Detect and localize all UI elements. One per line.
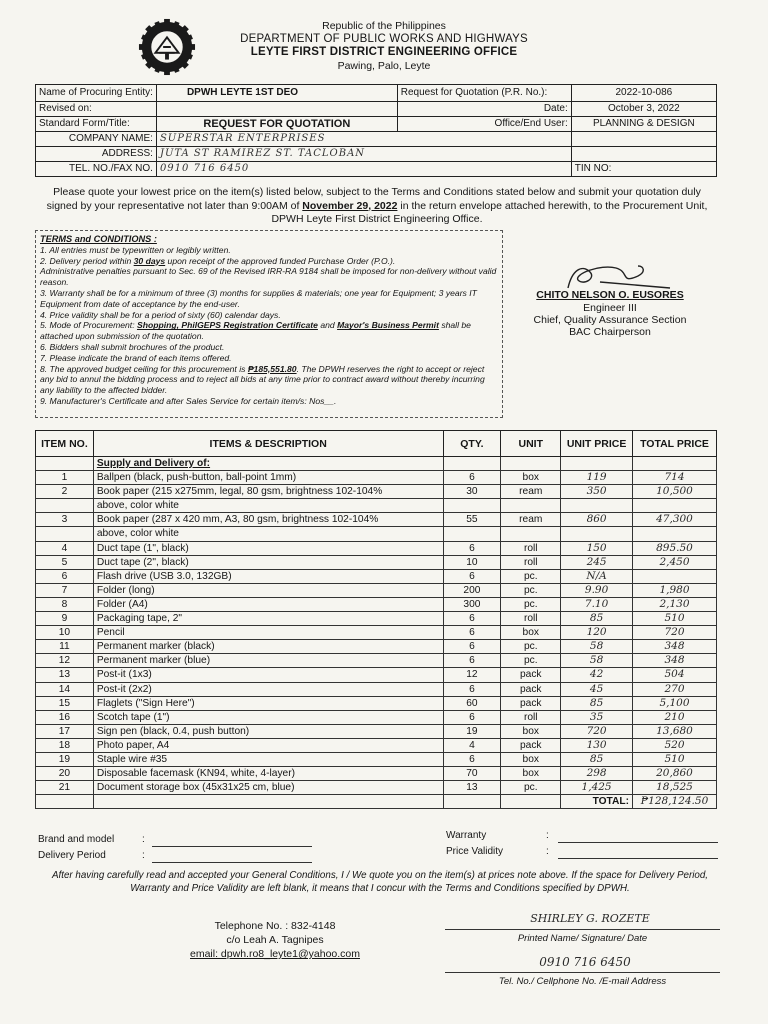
item-qty <box>443 527 501 541</box>
item-no: 19 <box>36 752 94 766</box>
table-row <box>36 527 717 541</box>
item-no: 14 <box>36 682 94 696</box>
item-description: Folder (long) <box>93 583 443 597</box>
item-qty: 6 <box>443 626 501 640</box>
contact-caption: Tel. No./ Cellphone No. /E-mail Address <box>498 976 667 987</box>
table-row <box>36 485 717 499</box>
bidder-contact[interactable]: 0910 716 6450 <box>539 955 631 969</box>
item-qty: 10 <box>443 555 501 569</box>
letterhead-department: DEPARTMENT OF PUBLIC WORKS AND HIGHWAYS <box>240 33 528 45</box>
item-description: Permanent marker (black) <box>93 640 443 654</box>
item-unit-price[interactable]: 58 <box>561 640 633 654</box>
table-row <box>36 752 717 766</box>
item-no: 12 <box>36 654 94 668</box>
signature-line <box>445 929 720 930</box>
item-description: Post-it (1x3) <box>93 668 443 682</box>
item-unit-price[interactable]: 860 <box>561 513 633 527</box>
warranty-colon: : <box>546 830 549 841</box>
item-unit-price[interactable]: 85 <box>561 612 633 626</box>
item-unit-price[interactable]: 85 <box>561 752 633 766</box>
chairperson-section: Chief, Quality Assurance Section <box>533 314 687 326</box>
item-unit-price[interactable]: 42 <box>561 668 633 682</box>
brand-model-colon: : <box>142 834 145 845</box>
item-total-price[interactable]: 510 <box>633 612 717 626</box>
item-total-price[interactable]: 5,100 <box>633 696 717 710</box>
price-validity-field[interactable] <box>558 858 718 859</box>
item-unit: pc. <box>501 597 561 611</box>
item-unit-price[interactable]: 119 <box>561 471 633 485</box>
item-description: Packaging tape, 2" <box>93 612 443 626</box>
term-6: 6. Bidders shall submit brochures of the product. <box>40 341 225 352</box>
item-unit-price[interactable]: 298 <box>561 767 633 781</box>
term-2-penalty: Administrative penalties pursuant to Sec. 69 of the Revised IRR-RA 9184 shall be imposed for non-delivery without valid reason. <box>40 266 497 288</box>
items-table-body <box>36 457 717 795</box>
item-unit: pack <box>501 668 561 682</box>
table-row <box>36 541 717 555</box>
item-description: Photo paper, A4 <box>93 738 443 752</box>
email-link[interactable]: email: dpwh.ro8_leyte1@yahoo.com <box>190 948 360 960</box>
contact-line <box>445 972 720 973</box>
item-qty: 60 <box>443 696 501 710</box>
item-description: above, color white <box>93 527 443 541</box>
date-value: October 3, 2022 <box>571 102 716 117</box>
item-unit: pack <box>501 682 561 696</box>
item-unit: box <box>501 626 561 640</box>
instruction-text: Please quote your lowest price on the item(s) listed below, subject to the Terms and Conditions stated below and submit your quotation duly signed by your representative not later than 9:00AM of <box>46 186 701 212</box>
subheading-row <box>36 457 717 471</box>
item-unit-price[interactable]: 58 <box>561 654 633 668</box>
letterhead-address: Pawing, Palo, Leyte <box>337 60 431 72</box>
item-qty: 55 <box>443 513 501 527</box>
table-row <box>36 682 717 696</box>
bidder-signature[interactable]: SHIRLEY G. ROZETE <box>530 912 650 925</box>
item-total-price[interactable]: 20,860 <box>633 767 717 781</box>
item-unit: box <box>501 724 561 738</box>
revised-on-value <box>156 102 397 117</box>
item-total-price[interactable] <box>633 499 717 513</box>
item-no: 21 <box>36 781 94 795</box>
item-no: 10 <box>36 626 94 640</box>
table-row <box>36 583 717 597</box>
item-no: 13 <box>36 668 94 682</box>
table-row <box>36 767 717 781</box>
delivery-period-field[interactable] <box>152 862 312 863</box>
item-description: Book paper (215 x275mm, legal, 80 gsm, brightness 102-104% <box>93 485 443 499</box>
subheading: Supply and Delivery of: <box>93 457 443 471</box>
form-title-value: REQUEST FOR QUOTATION <box>156 117 397 132</box>
col-header-item-no: ITEM NO. <box>36 431 94 457</box>
item-total-price[interactable]: 210 <box>633 710 717 724</box>
table-row <box>36 710 717 724</box>
item-no: 8 <box>36 597 94 611</box>
item-description: Duct tape (1", black) <box>93 541 443 555</box>
form-info-table <box>35 84 717 177</box>
item-total-price[interactable]: 720 <box>633 626 717 640</box>
item-qty: 6 <box>443 710 501 724</box>
item-total-price[interactable]: 18,525 <box>633 781 717 795</box>
item-total-price[interactable]: 47,300 <box>633 513 717 527</box>
item-description: Pencil <box>93 626 443 640</box>
item-description: Document storage box (45x31x25 cm, blue) <box>93 781 443 795</box>
item-no: 11 <box>36 640 94 654</box>
item-no: 16 <box>36 710 94 724</box>
item-unit: ream <box>501 485 561 499</box>
item-no: 1 <box>36 471 94 485</box>
certification-paragraph: After having carefully read and accepted your General Conditions, I / We quote you on the item(s) at prices note above. If the space for Delivery Period, Warranty and Price Validity are left blank, it means that I concur with the Terms and Conditions specified by DPWH. <box>51 870 709 894</box>
col-header-total-price: TOTAL PRICE <box>633 431 717 457</box>
item-description: Flash drive (USB 3.0, 132GB) <box>93 569 443 583</box>
chairperson-name: CHITO NELSON O. EUSORES <box>536 289 684 301</box>
item-unit-price[interactable]: N/A <box>561 569 633 583</box>
total-row <box>36 795 717 809</box>
table-row <box>36 499 717 513</box>
item-unit <box>501 527 561 541</box>
table-row <box>36 668 717 682</box>
address-blank <box>571 147 716 162</box>
item-unit: box <box>501 767 561 781</box>
printed-name-caption: Printed Name/ Signature/ Date <box>517 933 648 944</box>
table-row <box>36 471 717 485</box>
item-unit: pc. <box>501 640 561 654</box>
table-row <box>36 781 717 795</box>
item-unit-price[interactable]: 245 <box>561 555 633 569</box>
item-no: 9 <box>36 612 94 626</box>
item-no: 6 <box>36 569 94 583</box>
item-unit: roll <box>501 541 561 555</box>
item-qty: 6 <box>443 640 501 654</box>
item-qty: 19 <box>443 724 501 738</box>
item-total-price[interactable]: 714 <box>633 471 717 485</box>
item-qty: 6 <box>443 654 501 668</box>
brand-model-label: Brand and model <box>38 834 115 845</box>
item-unit-price[interactable]: 120 <box>561 626 633 640</box>
tel-fax-label: TEL. NO./FAX NO. <box>36 162 157 177</box>
item-qty: 12 <box>443 668 501 682</box>
item-qty: 4 <box>443 738 501 752</box>
item-unit-price[interactable]: 45 <box>561 682 633 696</box>
item-no: 4 <box>36 541 94 555</box>
item-unit: roll <box>501 555 561 569</box>
procuring-entity-value: DPWH LEYTE 1ST DEO <box>156 85 397 102</box>
item-unit-price[interactable] <box>561 499 633 513</box>
warranty-field[interactable] <box>558 842 718 843</box>
term-7: 7. Please indicate the brand of each items offered. <box>40 352 232 363</box>
term-5: 5. Mode of Procurement: Shopping, PhilGEPS Registration Certificate and Mayor's Business Permit shall be attached upon submission of the quotation. <box>40 320 471 342</box>
term-1: 1. All entries must be typewritten or legibly written. <box>40 244 231 255</box>
address-value[interactable]: JUTA ST RAMIREZ ST. TACLOBAN <box>156 147 571 162</box>
item-unit: roll <box>501 710 561 724</box>
item-unit: box <box>501 471 561 485</box>
address-label: ADDRESS: <box>36 147 157 162</box>
item-unit-price[interactable]: 7.10 <box>561 597 633 611</box>
date-label: Date: <box>397 102 571 117</box>
item-total-price[interactable]: 348 <box>633 654 717 668</box>
col-header-unit: UNIT <box>501 431 561 457</box>
item-unit: pc. <box>501 654 561 668</box>
table-row <box>36 626 717 640</box>
terms-and-conditions <box>35 230 503 418</box>
table-row <box>36 738 717 752</box>
item-unit-price[interactable]: 35 <box>561 710 633 724</box>
item-unit-price[interactable]: 9.90 <box>561 583 633 597</box>
item-description: Disposable facemask (KN94, white, 4-layer) <box>93 767 443 781</box>
tel-fax-value[interactable]: 0910 716 6450 <box>156 162 571 177</box>
items-table <box>35 430 717 809</box>
item-unit: pc. <box>501 781 561 795</box>
item-description: Folder (A4) <box>93 597 443 611</box>
item-no <box>36 527 94 541</box>
item-total-price[interactable] <box>633 527 717 541</box>
item-description: Scotch tape (1") <box>93 710 443 724</box>
item-unit-price[interactable]: 150 <box>561 541 633 555</box>
item-total-price[interactable]: 13,680 <box>633 724 717 738</box>
item-unit: roll <box>501 612 561 626</box>
grand-total[interactable]: ₱128,124.50 <box>633 795 717 809</box>
table-row <box>36 569 717 583</box>
item-no: 18 <box>36 738 94 752</box>
item-unit-price[interactable]: 350 <box>561 485 633 499</box>
item-description: Staple wire #35 <box>93 752 443 766</box>
item-total-price[interactable]: 10,500 <box>633 485 717 499</box>
item-total-price[interactable]: 348 <box>633 640 717 654</box>
term-8: 8. The approved budget ceiling for this procurement is ₱185,551.80. The DPWH reserves the right to accept or reject any bid to annul the bidding process and to reject all bids at any time prior to contract award without thereby incurring any liability to the affected bidder. <box>40 363 485 396</box>
item-no: 7 <box>36 583 94 597</box>
table-row <box>36 555 717 569</box>
form-title-label: Standard Form/Title: <box>36 117 157 132</box>
term-9: 9. Manufacturer's Certificate and after Sales Service for certain item/s: Nos__. <box>40 395 337 406</box>
term-2: 2. Delivery period within 30 days upon receipt of the approved funded Purchase Order (P.O.). <box>40 255 396 266</box>
item-total-price[interactable]: 2,450 <box>633 555 717 569</box>
instruction-paragraph <box>37 186 717 227</box>
item-qty: 6 <box>443 752 501 766</box>
table-row <box>36 696 717 710</box>
item-description: Permanent marker (blue) <box>93 654 443 668</box>
item-no: 2 <box>36 485 94 499</box>
item-unit-price[interactable]: 130 <box>561 738 633 752</box>
procuring-entity-label: Name of Procuring Entity: <box>36 85 157 102</box>
delivery-period-colon: : <box>142 850 145 861</box>
price-validity-label: Price Validity <box>446 846 504 857</box>
item-no: 3 <box>36 513 94 527</box>
item-qty: 30 <box>443 485 501 499</box>
letterhead-republic: Republic of the Philippines <box>322 20 446 32</box>
submission-deadline: November 29, 2022 <box>302 199 398 212</box>
item-description: Post-it (2x2) <box>93 682 443 696</box>
table-row <box>36 513 717 527</box>
item-qty: 6 <box>443 541 501 555</box>
item-total-price[interactable]: 520 <box>633 738 717 752</box>
company-blank <box>571 132 716 147</box>
letterhead-district-office: LEYTE FIRST DISTRICT ENGINEERING OFFICE <box>250 46 518 58</box>
tin-label[interactable]: TIN NO: <box>571 162 716 177</box>
instruction-text-end: in the return envelope attached herewith, to the Procurement Unit, DPWH Leyte First District Engineering Office. <box>271 199 708 225</box>
office-label: Office/End User: <box>397 117 571 132</box>
item-total-price[interactable]: 2,130 <box>633 597 717 611</box>
item-no <box>36 499 94 513</box>
item-no: 15 <box>36 696 94 710</box>
item-description: Duct tape (2", black) <box>93 555 443 569</box>
table-row <box>36 724 717 738</box>
item-unit: pc. <box>501 583 561 597</box>
item-no: 5 <box>36 555 94 569</box>
table-row <box>36 654 717 668</box>
item-qty: 200 <box>443 583 501 597</box>
price-validity-colon: : <box>546 846 549 857</box>
item-no: 17 <box>36 724 94 738</box>
col-header-qty: QTY. <box>443 431 501 457</box>
item-total-price[interactable] <box>633 569 717 583</box>
item-qty: 6 <box>443 612 501 626</box>
item-total-price[interactable]: 1,980 <box>633 583 717 597</box>
item-unit <box>501 499 561 513</box>
item-unit-price[interactable]: 720 <box>561 724 633 738</box>
item-unit: pack <box>501 696 561 710</box>
terms-heading: TERMS and CONDITIONS : <box>40 234 157 244</box>
table-row <box>36 597 717 611</box>
term-4: 4. Price validity shall be for a period of sixty (60) calendar days. <box>40 309 281 320</box>
item-unit: pc. <box>501 569 561 583</box>
chairperson-role: BAC Chairperson <box>569 326 651 338</box>
warranty-label: Warranty <box>446 830 487 841</box>
revised-on-label: Revised on: <box>36 102 157 117</box>
table-row <box>36 612 717 626</box>
item-no: 20 <box>36 767 94 781</box>
total-label: TOTAL: <box>561 795 633 809</box>
item-qty: 300 <box>443 597 501 611</box>
item-qty: 6 <box>443 569 501 583</box>
term-3: 3. Warranty shall be for a minimum of three (3) months for supplies & materials; one year for Equipment; 3 years IT Equipment from date of acceptance by the end-user. <box>40 287 477 309</box>
item-description: Flaglets ("Sign Here") <box>93 696 443 710</box>
item-qty: 6 <box>443 471 501 485</box>
company-name-value[interactable]: SUPERSTAR ENTERPRISES <box>156 132 571 147</box>
telephone-line: Telephone No. : 832-4148 <box>214 920 336 932</box>
chairperson-position: Engineer III <box>583 302 637 314</box>
item-description: above, color white <box>93 499 443 513</box>
item-qty: 13 <box>443 781 501 795</box>
rfq-number-label: Request for Quotation (P.R. No.): <box>397 85 571 102</box>
item-unit: ream <box>501 513 561 527</box>
item-unit: pack <box>501 738 561 752</box>
item-total-price[interactable]: 895.50 <box>633 541 717 555</box>
item-total-price[interactable]: 504 <box>633 668 717 682</box>
item-description: Ballpen (black, push-button, ball-point 1mm) <box>93 471 443 485</box>
item-unit-price[interactable]: 85 <box>561 696 633 710</box>
item-qty: 6 <box>443 682 501 696</box>
item-unit-price[interactable] <box>561 527 633 541</box>
rfq-number-value: 2022-10-086 <box>571 85 716 102</box>
col-header-unit-price: UNIT PRICE <box>561 431 633 457</box>
item-description: Sign pen (black, 0.4, push button) <box>93 724 443 738</box>
brand-model-field[interactable] <box>152 846 312 847</box>
care-of-line: c/o Leah A. Tagnipes <box>226 934 324 946</box>
item-qty <box>443 499 501 513</box>
item-unit: box <box>501 752 561 766</box>
delivery-period-label: Delivery Period <box>38 850 106 861</box>
item-description: Book paper (287 x 420 mm, A3, 80 gsm, brightness 102-104% <box>93 513 443 527</box>
table-row <box>36 640 717 654</box>
item-unit-price[interactable]: 1,425 <box>561 781 633 795</box>
company-name-label: COMPANY NAME: <box>36 132 157 147</box>
item-total-price[interactable]: 270 <box>633 682 717 696</box>
office-value: PLANNING & DESIGN <box>571 117 716 132</box>
item-qty: 70 <box>443 767 501 781</box>
item-total-price[interactable]: 510 <box>633 752 717 766</box>
col-header-description: ITEMS & DESCRIPTION <box>93 431 443 457</box>
